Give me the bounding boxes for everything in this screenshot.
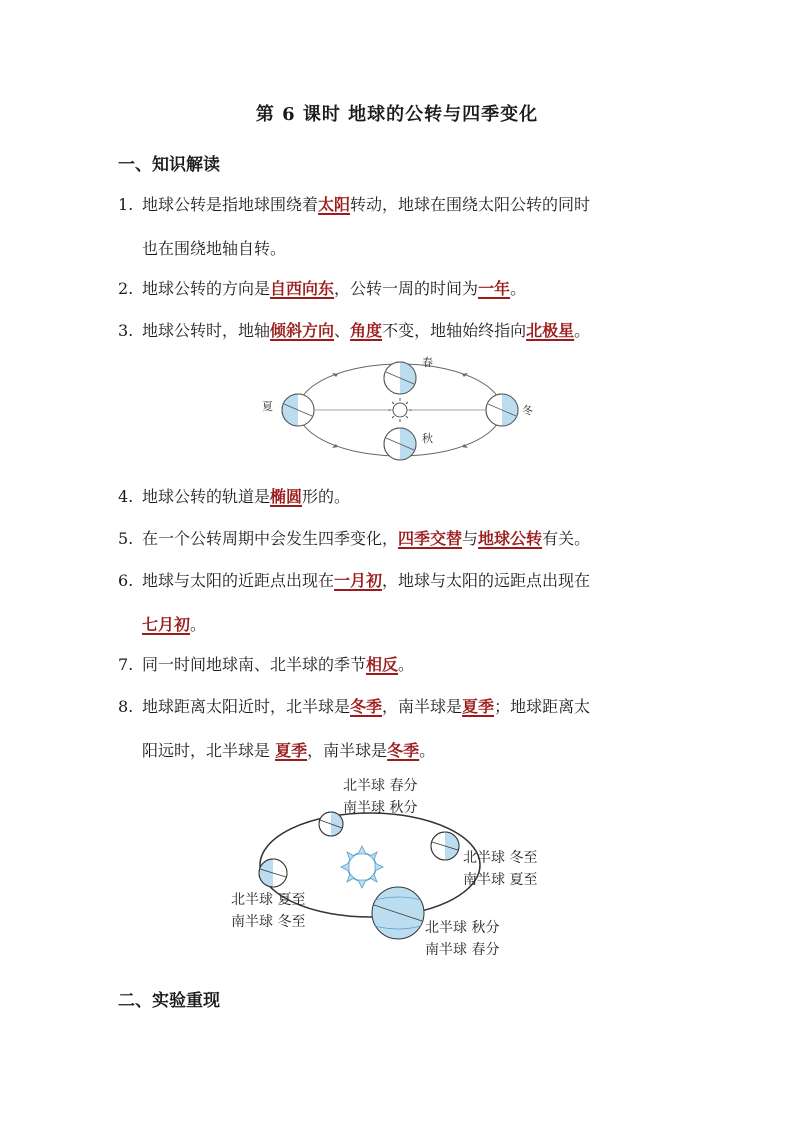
globe-icon [372,887,424,939]
item-text: 。 [398,655,415,674]
item-number: 3. [118,321,134,340]
list-item-7 [118,644,678,686]
item-text: 有关。 [542,529,591,548]
section-heading-experiment: 二、实验重现 [118,991,220,1011]
list-item-1-continuation: 也在围绕地轴自转。 [142,239,287,258]
label-left-line2: 南半球 冬至 [231,914,306,930]
item-text: ；地球距离太 [494,697,591,716]
item-text: 。 [574,321,591,340]
item-text: 阳远时，北半球是 [142,741,276,760]
item-text: ，公转一周的时间为 [334,279,479,298]
item-text: 形的。 [302,487,351,506]
answer-text: 冬季 [350,697,383,716]
list-item-8-continuation [142,738,435,761]
answer-text: 七月初 [142,615,191,634]
label-autumn: 秋 [422,432,433,445]
globe-icon [486,394,518,426]
item-text: 、 [334,321,351,340]
label-bottom-line1: 北半球 秋分 [425,920,500,936]
answer-text: 夏季 [462,697,495,716]
answer-text: 倾斜方向 [270,321,335,340]
list-item-8 [118,686,678,728]
label-right-line2: 南半球 夏至 [463,872,538,888]
item-text: ，地球与太阳的远距点出现在 [382,571,591,590]
answer-text: 角度 [350,321,383,340]
item-number: 1. [118,195,134,214]
label-top-line1: 北半球 春分 [343,778,418,794]
item-text: 在一个公转周期中会发生四季变化， [142,529,399,548]
answer-text: 太阳 [318,195,351,214]
answer-text: 椭圆 [270,487,303,506]
globe-icon [384,428,416,460]
orbit-diagram-seasons [250,352,550,462]
item-text: 。 [190,615,207,634]
answer-text: 北极星 [526,321,575,340]
label-summer: 夏 [262,400,273,413]
globe-icon [319,812,343,836]
answer-text: 四季交替 [398,529,463,548]
item-text: ，南半球是 [382,697,463,716]
item-text: 不变，地轴始终指向 [382,321,527,340]
item-text: 与 [462,529,479,548]
item-text: 地球公转的轨道是 [142,487,271,506]
item-number: 7. [118,655,134,674]
label-winter: 冬 [522,404,533,417]
item-text: 地球公转时，地轴 [142,321,271,340]
item-text: 地球与太阳的近距点出现在 [142,571,335,590]
item-text: ，南半球是 [307,741,388,760]
answer-text: 自西向东 [270,279,335,298]
item-number: 2. [118,279,134,298]
list-item-5 [118,518,678,560]
globe-icon [259,859,287,887]
list-item-3 [118,310,678,352]
item-text: 地球公转是指地球围绕着 [142,195,319,214]
answer-text: 冬季 [387,741,420,760]
sun-icon [341,846,383,888]
item-text: 转动，地球在围绕太阳公转的同时 [350,195,591,214]
answer-text: 地球公转 [478,529,543,548]
list-item-1 [118,184,678,226]
section-heading-knowledge: 一、知识解读 [118,155,220,175]
item-number: 8. [118,697,134,716]
list-item-6-continuation [142,612,206,635]
list-item-2 [118,268,678,310]
answer-text: 夏季 [275,741,308,760]
globe-icon [431,832,459,860]
orbit-diagram-solstices [225,770,575,965]
item-number: 6. [118,571,134,590]
label-spring: 春 [422,356,433,369]
item-text: 地球公转的方向是 [142,279,271,298]
item-text: 地球距离太阳近时，北半球是 [142,697,351,716]
globe-icon [282,394,314,426]
globe-icon [384,362,416,394]
item-number: 4. [118,487,134,506]
answer-text: 一年 [478,279,511,298]
item-text: 。 [419,741,436,760]
item-text: 。 [510,279,527,298]
answer-text: 一月初 [334,571,383,590]
label-bottom-line2: 南半球 春分 [425,942,500,958]
list-item-4 [118,476,678,518]
list-item-6 [118,560,678,602]
item-text: 同一时间地球南、北半球的季节 [142,655,367,674]
label-left-line1: 北半球 夏至 [231,892,306,908]
label-right-line1: 北半球 冬至 [463,850,538,866]
answer-text: 相反 [366,655,399,674]
label-top-line2: 南半球 秋分 [343,800,418,816]
item-number: 5. [118,529,134,548]
page-title: 第 6 课时 地球的公转与四季变化 [255,104,539,125]
